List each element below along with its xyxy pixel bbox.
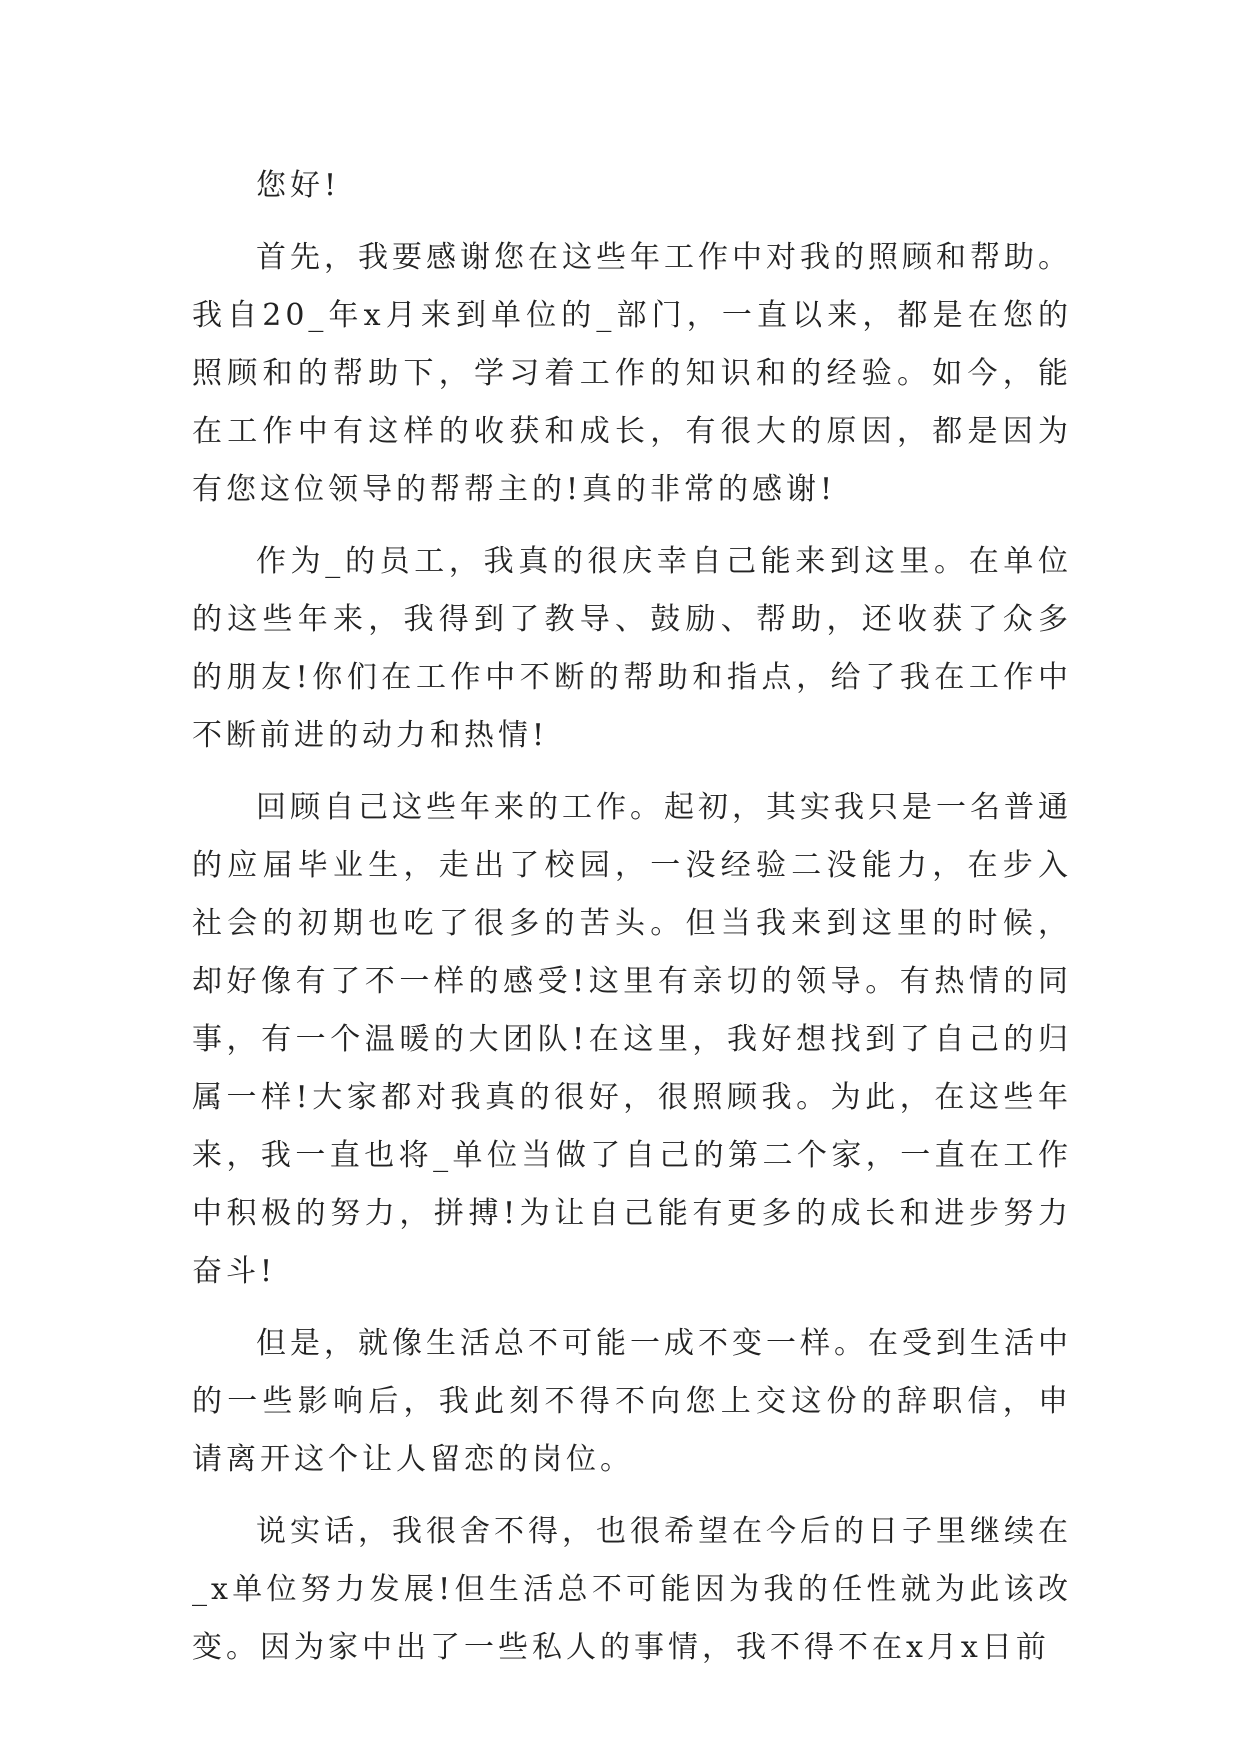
paragraph-colleagues: 作为_的员工，我真的很庆幸自己能来到这里。在单位的这些年来，我得到了教导、鼓励、帮助，还收获了众多的朋友!你们在工作中不断的帮助和指点，给了我在工作中不断前进的动力和热情! — [192, 544, 1072, 753]
paragraph-resignation: 但是，就像生活总不可能一成不变一样。在受到生活中的一些影响后，我此刻不得不向您上交这份的辞职信，申请离开这个让人留恋的岗位。 — [192, 1326, 1072, 1477]
paragraph-review: 回顾自己这些年来的工作。起初，其实我只是一名普通的应届毕业生，走出了校园，一没经验二没能力，在步入社会的初期也吃了很多的苦头。但当我来到这里的时候，却好像有了不一样的感受!这里有亲切的领导。有热情的同事，有一个温暖的大团队!在这里，我好想找到了自己的归属一样!大家都对我真的很好，很照顾我。为此，在这些年来，我一直也将_单位当做了自己的第二个家，一直在工作中积极的努力，拼搏!为让自己能有更多的成长和进步努力奋斗! — [192, 790, 1072, 1289]
paragraph-gratitude: 首先，我要感谢您在这些年工作中对我的照顾和帮助。我自20_年x月来到单位的_部门，一直以来，都是在您的照顾和的帮助下，学习着工作的知识和的经验。如今，能在工作中有这样的收获和成长，有很大的原因，都是因为有您这位领导的帮帮主的!真的非常的感谢! — [192, 240, 1072, 507]
paragraph-reason: 说实话，我很舍不得，也很希望在今后的日子里继续在_x单位努力发展!但生活总不可能因为我的任性就为此该改变。因为家中出了一些私人的事情，我不得不在x月x日前 — [192, 1514, 1072, 1665]
greeting: 您好! — [256, 168, 341, 203]
letter-body — [192, 157, 1072, 1691]
